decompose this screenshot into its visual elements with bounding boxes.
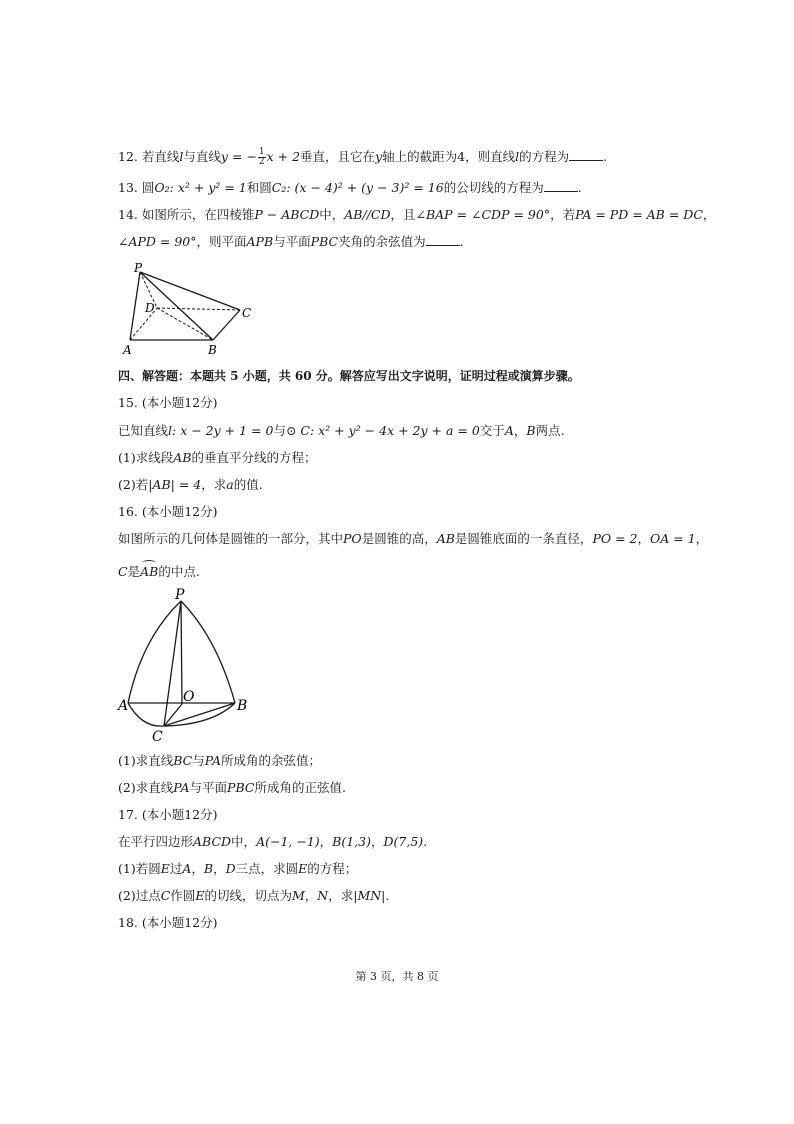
page-footer: 第 3 页，共 8 页	[355, 970, 439, 983]
segment-CB	[164, 703, 235, 726]
question-17-header: 17. (本小题12分)	[118, 807, 218, 822]
question-15-part-1: (1)求线段AB的垂直平分线的方程；	[118, 450, 317, 465]
fraction: $\frac{1}{2}$	[258, 147, 265, 167]
question-16-part-1: (1)求直线BC与PA所成角的余弦值；	[118, 753, 322, 768]
edge-PC	[164, 601, 181, 726]
label-C: C	[242, 306, 252, 320]
edge-DB-hidden	[157, 308, 213, 340]
question-15-stem: 已知直线l: x − 2y + 1 = 0与⊙ C: x² + y² − 4x + 2y + a = 0交于A，B两点.	[118, 423, 565, 438]
answer-blank	[569, 148, 603, 161]
height-PO	[181, 601, 182, 704]
edge-BC	[213, 310, 240, 340]
question-16-stem-2: C是AB的中点.	[118, 564, 200, 579]
question-16-part-2: (2)求直线PA与平面PBC所成角的正弦值.	[118, 780, 346, 795]
question-13: 13. 圆O₂: x² + y² = 1和圆C₂: (x − 4)² + (y − 3)² = 16的公切线的方程为 .	[118, 180, 582, 195]
label-A: A	[118, 698, 129, 714]
question-15-part-2: (2)若|AB| = 4，求a的值.	[118, 477, 263, 492]
question-15-header: 15. (本小题12分)	[118, 395, 218, 410]
cone-left-edge	[128, 601, 181, 703]
label-O: O	[183, 689, 195, 705]
edge-PA	[130, 272, 140, 340]
pyramid-figure	[115, 260, 265, 358]
label-D: D	[145, 301, 155, 315]
label-P: P	[134, 261, 143, 275]
edge-DC-hidden	[157, 308, 240, 310]
question-14-line-2: ∠APD = 90°，则平面APB与平面PBC夹角的余弦值为 .	[118, 234, 464, 249]
cone-figure	[112, 583, 262, 743]
answer-blank	[544, 179, 578, 192]
base-arc-front	[128, 703, 235, 726]
section-heading: 四、解答题：本题共 5 小题，共 60 分。解答应写出文字说明，证明过程或演算步骤。	[118, 369, 580, 383]
question-17-stem: 在平行四边形ABCD中，A(−1, −1)，B(1,3)，D(7,5).	[118, 834, 428, 849]
question-14-line-1: 14. 如图所示，在四棱锥P − ABCD中，AB//CD，且∠BAP = ∠CDP = 90°，若PA = PD = AB = DC，	[118, 207, 716, 222]
question-17-part-2: (2)过点C作圆E的切线，切点为M，N，求|MN|.	[118, 888, 390, 903]
cone-right-edge	[181, 601, 235, 703]
question-16-stem-1: 如图所示的几何体是圆锥的一部分，其中PO是圆锥的高，AB是圆锥底面的一条直径，PO = 2，OA = 1，	[118, 531, 709, 546]
arc-AB: AB	[140, 564, 159, 579]
question-17-part-1: (1)若圆E过A，B，D三点，求圆E的方程；	[118, 861, 358, 876]
question-12: 12. 若直线l与直线y = − $\frac{1}{2}$ x + 2垂直，且它在y轴上的截距为4，则直线l的方程为 .	[118, 147, 608, 167]
label-B: B	[237, 698, 248, 714]
question-18-header: 18. (本小题12分)	[118, 915, 218, 930]
label-A: A	[123, 343, 132, 357]
label-C: C	[152, 729, 163, 743]
question-16-header: 16. (本小题12分)	[118, 504, 218, 519]
answer-blank	[426, 233, 460, 246]
label-B: B	[208, 343, 217, 357]
label-P: P	[175, 587, 185, 603]
